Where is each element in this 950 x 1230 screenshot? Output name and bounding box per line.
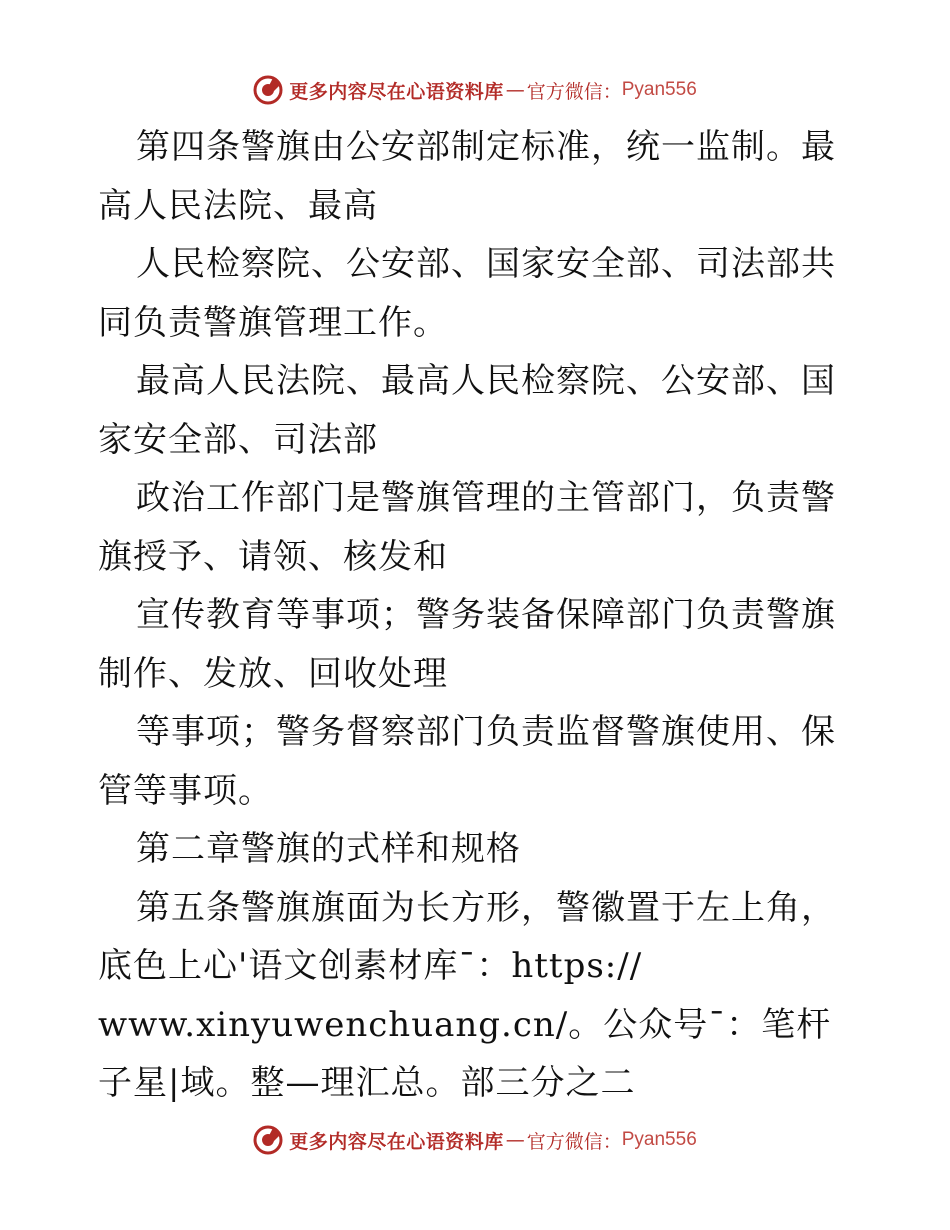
paragraph-article-4-equipment: 宣传教育等事项；警务装备保障部门负责警旗制作、发放、回收处理 bbox=[98, 595, 836, 694]
quill-seal-icon bbox=[253, 75, 283, 105]
footer-wechat-id: Pyan556 bbox=[621, 1129, 697, 1150]
paragraph-article-4-intro: 第四条警旗由公安部制定标准，统一监制。最高人民法院、最高 bbox=[98, 127, 836, 226]
paragraph-article-4-departments: 最高人民法院、最高人民检察院、公安部、国家安全部、司法部 bbox=[98, 361, 836, 460]
paragraph-article-4-political-work: 政治工作部门是警旗管理的主管部门，负责警旗授予、请领、核发和 bbox=[98, 478, 836, 577]
paragraph-article-4-management: 人民检察院、公安部、国家安全部、司法部共同负责警旗管理工作。 bbox=[98, 244, 836, 343]
paragraph-article-4-supervision: 等事项；警务督察部门负责监督警旗使用、保管等事项。 bbox=[98, 712, 836, 811]
footer-subtitle: 官方微信： bbox=[526, 1130, 622, 1153]
header-subtitle: 官方微信： bbox=[526, 80, 622, 103]
paragraph-article-5: 第五条警旗旗面为长方形，警徽置于左上角，底色上心'语文创素材库¯：https:// bbox=[98, 887, 836, 986]
header-separator: — bbox=[505, 79, 525, 101]
footer-banner bbox=[0, 1120, 950, 1160]
header-banner bbox=[0, 70, 950, 110]
paragraph-article-5-continued: www.xinyuwenchuang.cn/。公众号¯：笔杆子星|域。整—理汇总。部三分之二 bbox=[98, 1004, 832, 1103]
header-wechat-id: Pyan556 bbox=[621, 79, 697, 100]
header-brand: 更多内容尽在心语资料库 bbox=[289, 80, 504, 103]
chapter-heading: 第二章警旗的式样和规格 bbox=[136, 829, 521, 869]
footer-separator: — bbox=[505, 1129, 525, 1151]
footer-brand: 更多内容尽在心语资料库 bbox=[289, 1130, 504, 1153]
quill-seal-icon bbox=[253, 1125, 283, 1155]
document-body bbox=[98, 118, 858, 1113]
